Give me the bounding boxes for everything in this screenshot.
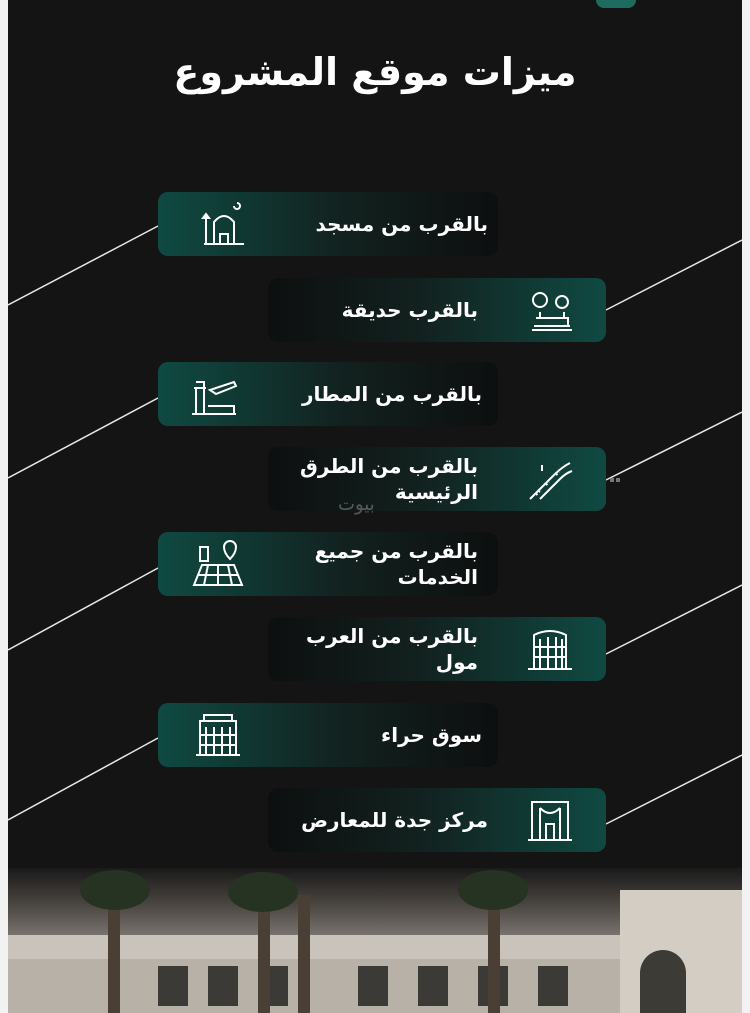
- road-icon: [524, 455, 576, 503]
- feature-label: بالقرب من جميع الخدمات: [314, 539, 478, 589]
- feature-arab-mall: [268, 617, 606, 681]
- palm-leaves: [80, 870, 150, 910]
- feature-label: بالقرب من مسجد: [315, 211, 488, 236]
- poster: [8, 0, 742, 1013]
- feature-mosque: [158, 192, 498, 256]
- feature-label: بالقرب من العرب مول: [306, 624, 478, 674]
- mosque-icon: [198, 200, 250, 248]
- market-building-icon: [192, 711, 244, 759]
- exhibition-center-icon: [524, 796, 576, 844]
- palm-leaves: [228, 872, 298, 912]
- palm-leaves: [458, 870, 528, 910]
- feature-services: [158, 532, 498, 596]
- decorative-dots: [610, 467, 622, 471]
- feature-roads: [268, 447, 606, 511]
- airport-icon: [188, 370, 240, 418]
- feature-label: سوق حراء: [381, 722, 482, 747]
- page-title: ميزات موقع المشروع: [173, 50, 577, 94]
- watermark: بيوت: [338, 494, 375, 515]
- building-window: [158, 966, 188, 1006]
- map-pin-icon: [190, 537, 246, 589]
- building-gate-arch: [640, 950, 686, 1013]
- feature-airport: [158, 362, 498, 426]
- feature-label: بالقرب من المطار: [301, 381, 482, 406]
- feature-label: مركز جدة للمعارض: [301, 807, 488, 832]
- palm-trunk: [298, 895, 310, 1013]
- mall-building-icon: [524, 625, 576, 673]
- building-window: [418, 966, 448, 1006]
- feature-park: [268, 278, 606, 342]
- feature-label: بالقرب حديقة: [341, 297, 478, 322]
- feature-haraa-market: [158, 703, 498, 767]
- feature-exhibition-center: [268, 788, 606, 852]
- building-window: [358, 966, 388, 1006]
- park-icon: [526, 286, 578, 334]
- building-window: [208, 966, 238, 1006]
- feature-label: بالقرب من الطرق الرئيسية: [300, 454, 478, 504]
- building-window: [538, 966, 568, 1006]
